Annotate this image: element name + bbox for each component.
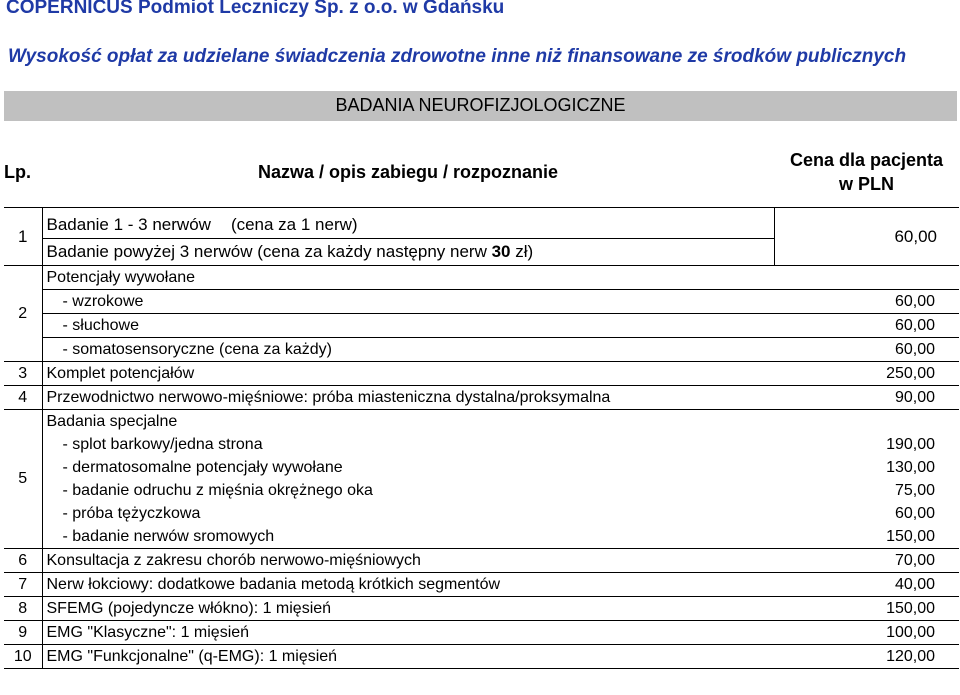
row-price: 100,00 [774, 621, 959, 645]
row-name: - splot barkowy/jedna strona [62, 435, 263, 453]
row-price: 190,00 [886, 435, 935, 453]
row-name: - słuchowe [42, 314, 774, 338]
row-name: Konsultacja z zakresu chorób nerwowo-mięśniowych [42, 549, 774, 573]
row-price: 90,00 [774, 386, 959, 410]
row-price [774, 410, 959, 434]
row-price: 250,00 [774, 362, 959, 386]
table-row [4, 597, 959, 621]
section-title: BADANIA NEUROFIZJOLOGICZNE [335, 95, 626, 115]
row-lp: 3 [4, 362, 42, 386]
row-price: 120,00 [774, 645, 959, 669]
table-row [4, 433, 959, 456]
row-price: 60,00 [774, 290, 959, 314]
row-price: 75,00 [894, 481, 935, 499]
row-name: - dermatosomalne potencjały wywołane [62, 458, 343, 476]
table-row [4, 314, 959, 338]
table-row [4, 645, 959, 669]
row-name: EMG "Funkcjonalne" (q-EMG): 1 mięsień [42, 645, 774, 669]
row-price: 60,00 [774, 208, 959, 266]
row-name: - wzrokowe [42, 290, 774, 314]
row-name-a2: (cena za 1 nerw) [230, 215, 358, 234]
row-lp: 8 [4, 597, 42, 621]
row-name [42, 208, 774, 239]
row-name: - badanie odruchu z mięśnia okrężnego oka [62, 481, 373, 499]
row-lp: 5 [4, 410, 42, 549]
row-lp: 7 [4, 573, 42, 597]
row-price [774, 266, 959, 290]
row-name: - badanie nerwów sromowych [42, 525, 774, 549]
table-row [4, 479, 959, 502]
row-lp: 6 [4, 549, 42, 573]
row-price: 130,00 [886, 458, 935, 476]
header-name: Nazwa / opis zabiegu / rozpoznanie [257, 161, 559, 182]
header-price: Cena dla pacjenta w PLN [789, 150, 944, 194]
table-row [4, 502, 959, 525]
row-name-b: Badanie powyżej 3 nerwów (cena za każdy następny nerw [46, 242, 492, 261]
row-name: EMG "Klasyczne": 1 mięsień [42, 621, 774, 645]
row-price: 60,00 [774, 338, 959, 362]
table-row [4, 549, 959, 573]
row-lp: 9 [4, 621, 42, 645]
table-row [4, 410, 959, 434]
row-name: Przewodnictwo nerwowo-mięśniowe: próba miasteniczna dystalna/proksymalna [42, 386, 774, 410]
table-row [4, 456, 959, 479]
row-price: 70,00 [774, 549, 959, 573]
row-price: 40,00 [774, 573, 959, 597]
row-name-a: Badanie 1 - 3 nerwów [46, 215, 211, 234]
table-row [4, 266, 959, 290]
row-lp: 10 [4, 645, 42, 669]
table-row [4, 290, 959, 314]
header-lp: Lp. [4, 161, 31, 182]
document-subtitle: Wysokość opłat za udzielane świadczenia zdrowotne inne niż finansowane ze środków publicznych [8, 46, 907, 67]
table-row [4, 386, 959, 410]
section-band [4, 91, 957, 121]
table-row [4, 573, 959, 597]
row-lp: 2 [4, 266, 42, 362]
row-lp: 4 [4, 386, 42, 410]
price-table [4, 137, 959, 669]
row-name: - somatosensoryczne (cena za każdy) [42, 338, 774, 362]
table-row [4, 525, 959, 549]
row-name: - próba tężyczkowa [62, 504, 201, 522]
table-row [4, 208, 959, 239]
table-row [4, 621, 959, 645]
table-row [4, 338, 959, 362]
row-name: Badania specjalne [46, 412, 178, 430]
row-name: Nerw łokciowy: dodatkowe badania metodą krótkich segmentów [42, 573, 774, 597]
row-name: SFEMG (pojedyncze włókno): 1 mięsień [42, 597, 774, 621]
row-name-b-end: zł) [510, 242, 534, 261]
row-name: Potencjały wywołane [42, 266, 774, 290]
row-name-b-bold: 30 [491, 242, 511, 261]
row-price: 60,00 [774, 314, 959, 338]
table-row [4, 362, 959, 386]
table-header-row [4, 137, 959, 208]
organization-title: COPERNICUS Podmiot Leczniczy Sp. z o.o. w Gdańsku [6, 0, 505, 18]
row-price: 150,00 [774, 597, 959, 621]
row-name: Komplet potencjałów [42, 362, 774, 386]
row-price: 60,00 [894, 504, 935, 522]
row-name [42, 239, 774, 266]
row-price: 150,00 [774, 525, 959, 549]
row-lp: 1 [4, 208, 42, 266]
